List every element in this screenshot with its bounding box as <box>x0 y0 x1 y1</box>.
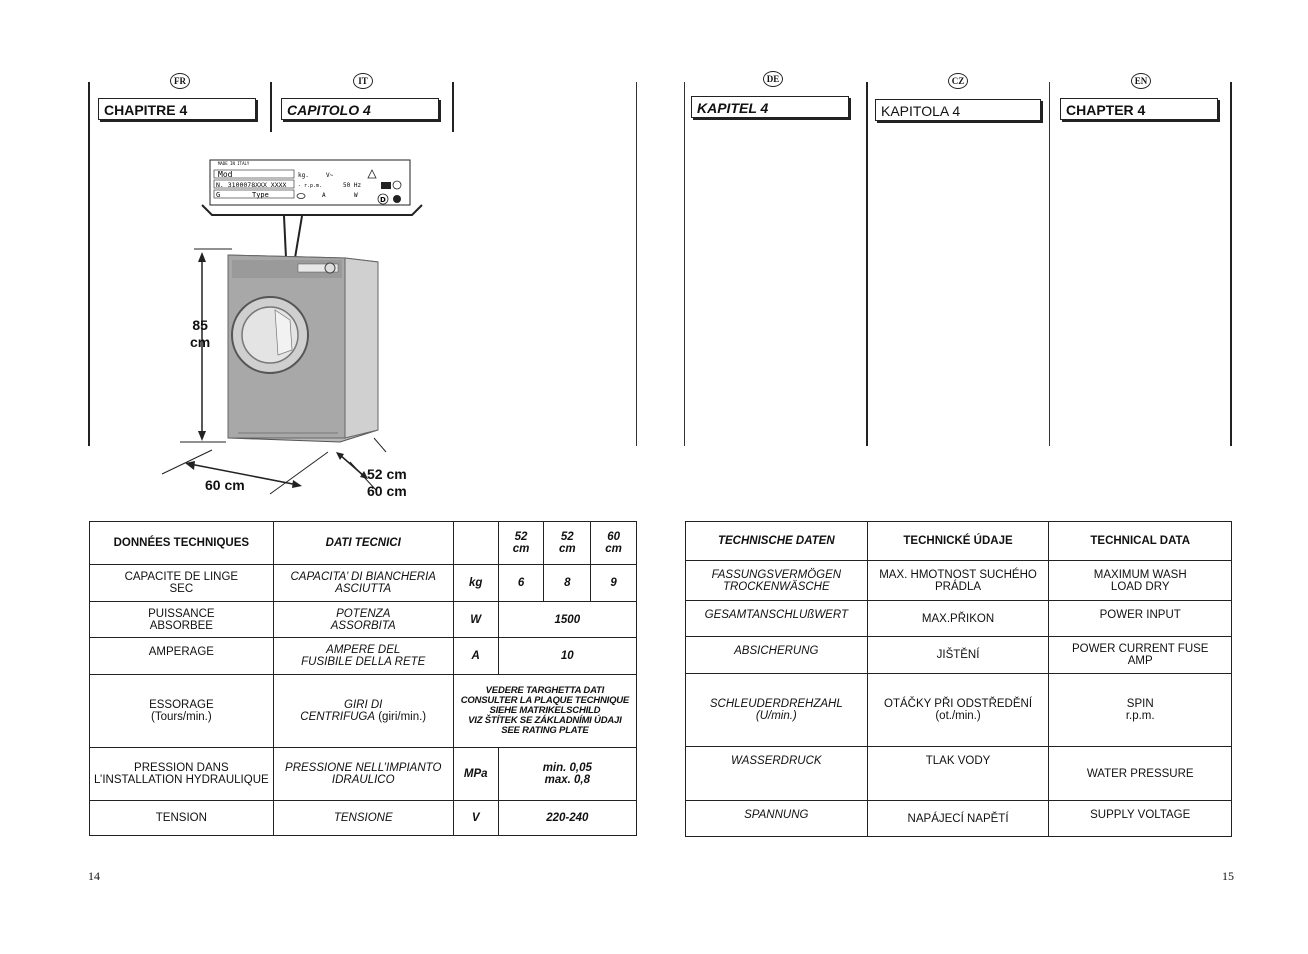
flag-cz: CZ <box>948 73 968 89</box>
rating-plate <box>210 160 410 205</box>
row-amperage-fr: AMPERAGE <box>90 638 274 675</box>
column-divider <box>270 82 272 132</box>
row-voltage-value: 220-240 <box>498 801 636 836</box>
row-capacity-value-3: 9 <box>591 565 637 602</box>
flag-de: DE <box>763 71 783 87</box>
row-spin-rating-plate-note: VEDERE TARGHETTA DATI CONSULTER LA PLAQUE TECHNIQUE SIEHE MATRIKELSCHILD VIZ ŠTÍTEK SE ZÁKLADNÍMI ÚDAJI SEE RATING PLATE <box>453 675 636 748</box>
row-fuse-en: POWER CURRENT FUSE AMP <box>1049 637 1232 674</box>
header-dati-tecnici: DATI TECNICI <box>273 522 453 565</box>
row-pressure-value: min. 0,05 max. 0,8 <box>498 748 636 801</box>
row-spin-fr: ESSORAGE (Tours/min.) <box>90 675 274 748</box>
plate-type: Type <box>252 191 269 199</box>
row-power-en: POWER INPUT <box>1049 601 1232 637</box>
row-pressure-cz: TLAK VODY <box>867 747 1049 801</box>
plate-v: V~ <box>326 172 334 179</box>
row-voltage-fr: TENSION <box>90 801 274 836</box>
flag-fr: FR <box>170 73 190 89</box>
row-power-fr: PUISSANCE ABSORBEE <box>90 602 274 638</box>
chapter-title-it: CAPITOLO 4 <box>281 98 439 120</box>
plate-serial: N. 3100078XXX XXXX <box>216 181 287 189</box>
chapter-title-cz: KAPITOLA 4 <box>875 99 1041 121</box>
row-pressure-en: WATER PRESSURE <box>1049 747 1232 801</box>
plate-hz: 50 Hz <box>343 182 362 189</box>
row-capacity-value-2: 8 <box>544 565 591 602</box>
header-model-52cm-a: 52 cm <box>498 522 544 565</box>
column-divider <box>1230 82 1232 446</box>
row-capacity-fr: CAPACITE DE LINGE SEC <box>90 565 274 602</box>
row-pressure-de: WASSERDRUCK <box>686 747 868 801</box>
width-dimension-label: 60 cm <box>205 477 245 493</box>
row-capacity-value-1: 6 <box>498 565 544 602</box>
row-pressure-fr: PRESSION DANS L’INSTALLATION HYDRAULIQUE <box>90 748 274 801</box>
row-pressure-unit: MPa <box>453 748 498 801</box>
row-amperage-unit: A <box>453 638 498 675</box>
flag-en: EN <box>1131 73 1151 89</box>
row-capacity-en: MAXIMUM WASH LOAD DRY <box>1049 561 1232 601</box>
header-technische-daten: TECHNISCHE DATEN <box>686 522 868 561</box>
row-spin-de: SCHLEUDERDREHZAHL (U/min.) <box>686 674 868 747</box>
row-capacity-de: FASSUNGSVERMÖGEN TROCKENWÄSCHE <box>686 561 868 601</box>
header-donnees-techniques: DONNÉES TECHNIQUES <box>90 522 274 565</box>
page-number-left: 14 <box>88 869 100 883</box>
row-spin-it <box>273 675 453 748</box>
height-dimension-label: 85 cm <box>190 317 211 350</box>
row-spin-it-label: GIRI DI CENTRIFUGA <box>300 699 383 723</box>
header-model-52cm-b: 52 cm <box>544 522 591 565</box>
technical-data-table-left <box>89 521 637 836</box>
row-fuse-de: ABSICHERUNG <box>686 637 868 674</box>
row-power-unit: W <box>453 602 498 638</box>
chapter-title-de: KAPITEL 4 <box>691 96 849 118</box>
page-number-right: 15 <box>1222 869 1234 883</box>
column-divider <box>452 82 454 132</box>
column-divider <box>684 82 685 446</box>
row-amperage-value: 10 <box>498 638 636 675</box>
svg-text:MADE IN ITALY: MADE IN ITALY <box>218 161 250 166</box>
row-power-value: 1500 <box>498 602 636 638</box>
row-capacity-unit: kg <box>453 565 498 602</box>
row-capacity-it: CAPACITA’ DI BIANCHERIA ASCIUTTA <box>273 565 453 602</box>
row-voltage-cz: NAPÁJECÍ NAPĚTÍ <box>867 801 1049 837</box>
plate-mod: Mod <box>218 170 233 179</box>
row-spin-cz: OTÁČKY PŘI ODSTŘEDĚNÍ (ot./min.) <box>867 674 1049 747</box>
plate-a: A <box>322 192 326 199</box>
column-divider <box>88 82 90 446</box>
row-voltage-en: SUPPLY VOLTAGE <box>1049 801 1232 837</box>
row-power-de: GESAMTANSCHLUßWERT <box>686 601 868 637</box>
plate-w: W <box>354 192 358 199</box>
header-technicke-udaje: TECHNICKÉ ÚDAJE <box>867 522 1049 561</box>
column-divider <box>636 82 637 446</box>
row-amperage-it: AMPERE DEL FUSIBILE DELLA RETE <box>273 638 453 675</box>
row-power-it: POTENZA ASSORBITA <box>273 602 453 638</box>
plate-type-prefix: G <box>216 191 221 199</box>
row-pressure-it: PRESSIONE NELL’IMPIANTO IDRAULICO <box>273 748 453 801</box>
plate-d: D <box>380 196 386 204</box>
column-divider <box>866 82 868 446</box>
depth-dimension-label: 52 cm 60 cm <box>367 466 407 499</box>
row-power-cz: MAX.PŘIKON <box>867 601 1049 637</box>
technical-data-table-right <box>685 521 1232 837</box>
chapter-title-fr: CHAPITRE 4 <box>98 98 256 120</box>
header-technical-data: TECHNICAL DATA <box>1049 522 1232 561</box>
row-voltage-de: SPANNUNG <box>686 801 868 837</box>
header-model-60cm: 60 cm <box>591 522 637 565</box>
row-fuse-cz: JIŠTĚNÍ <box>867 637 1049 674</box>
row-capacity-cz: MAX. HMOTNOST SUCHÉHO PRÁDLA <box>867 561 1049 601</box>
row-voltage-unit: V <box>453 801 498 836</box>
plate-kg: kg. <box>298 172 309 179</box>
plate-rpm: - r.p.m. <box>298 183 323 189</box>
row-spin-en: SPIN r.p.m. <box>1049 674 1232 747</box>
chapter-title-en: CHAPTER 4 <box>1060 98 1218 120</box>
row-spin-it-unit: (giri/min.) <box>375 711 427 723</box>
column-divider <box>1049 82 1050 446</box>
row-voltage-it: TENSIONE <box>273 801 453 836</box>
flag-it: IT <box>353 73 373 89</box>
header-unit <box>453 522 498 565</box>
